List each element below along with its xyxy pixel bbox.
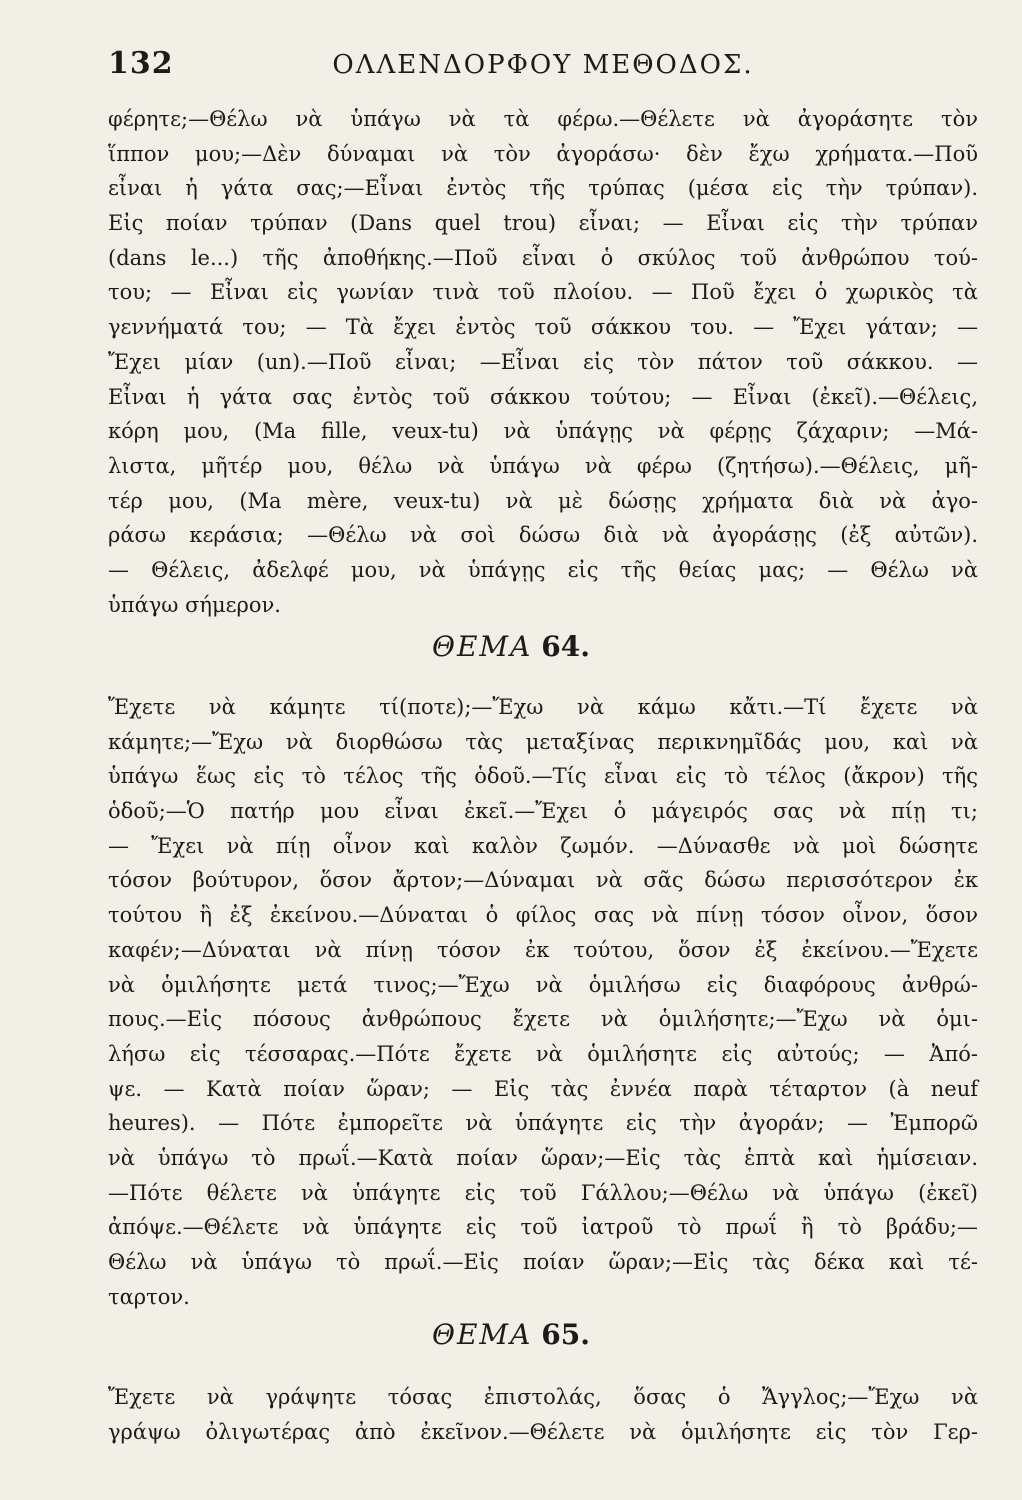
text-line: (dans le...) τῆς ἀποθήκης.—Ποῦ εἶναι ὁ σκύλος τοῦ ἀνθρώπου τού-: [108, 245, 978, 270]
theme-65-heading: [0, 1318, 1022, 1351]
text-line: Ἔχετε νὰ γράψητε τόσας ἐπιστολάς, ὅσας ὁ Ἄγγλος;—Ἔχω νὰ: [108, 1385, 978, 1409]
text-line: ψε. — Κατὰ ποίαν ὥραν; — Εἰς τὰς ἐννέα παρὰ τέταρτον (à neuf: [108, 1076, 978, 1101]
text-line: heures). — Πότε ἐμπορεῖτε νὰ ὑπάγητε εἰς τὴν ἀγοράν; — Ἐμπορῶ: [108, 1111, 978, 1136]
text-line: ὑπάγω σήμερον.: [108, 592, 281, 617]
text-line: ἵππον μου;—Δὲν δύναμαι νὰ τὸν ἀγοράσω· δὲν ἔχω χρήματα.—Ποῦ: [108, 141, 978, 166]
text-line: φέρητε;—Θέλω νὰ ὑπάγω νὰ τὰ φέρω.—Θέλετε νὰ ἀγοράσητε τὸν: [108, 107, 978, 131]
text-line: κόρη μου, (Ma fille, veux-tu) νὰ ὑπάγῃς νὰ φέρῃς ζάχαριν; —Μά-: [108, 419, 978, 444]
theme-number: 65.: [541, 1318, 590, 1351]
text-line: νὰ ὑπάγω τὸ πρωΐ.—Κατὰ ποίαν ὥραν;—Εἰς τὰς ἑπτὰ καὶ ἡμίσειαν.: [108, 1145, 978, 1170]
text-line: πους.—Εἰς πόσους ἀνθρώπους ἔχετε νὰ ὁμιλήσητε;—Ἔχω νὰ ὁμι-: [108, 1007, 978, 1032]
theme-label: ΘΕΜΑ: [432, 630, 533, 663]
text-line: Εἶναι ἡ γάτα σας ἐντὸς τοῦ σάκκου τούτου; — Εἶναι (ἐκεῖ).—Θέλεις,: [108, 384, 978, 409]
text-line: τέρ μου, (Ma mère, veux-tu) νὰ μὲ δώσῃς χρήματα διὰ νὰ ἀγο-: [108, 488, 978, 513]
text-line: ράσω κεράσια; —Θέλω νὰ σοὶ δώσω διὰ νὰ ἀγοράσῃς (ἐξ αὐτῶν).: [108, 523, 978, 548]
text-line: γράψω ὀλιγωτέρας ἀπὸ ἐκεῖνον.—Θέλετε νὰ ὁμιλήσητε εἰς τὸν Γερ-: [108, 1419, 978, 1444]
text-line: τούτου ἢ ἐξ ἐκείνου.—Δύναται ὁ φίλος σας νὰ πίνῃ τόσον οἶνον, ὅσον: [108, 903, 978, 928]
theme-64-heading: [0, 630, 1022, 663]
text-line: λήσω εἰς τέσσαρας.—Πότε ἔχετε νὰ ὁμιλήσητε εἰς αὐτούς; — Ἀπό-: [108, 1041, 978, 1066]
text-line: Ἔχει μίαν (un).—Ποῦ εἶναι; —Εἶναι εἰς τὸν πάτον τοῦ σάκκου. —: [108, 349, 978, 374]
text-line: του; — Εἶναι εἰς γωνίαν τινὰ τοῦ πλοίου. — Ποῦ ἔχει ὁ χωρικὸς τὰ: [108, 280, 978, 305]
text-line: κάμητε;—Ἔχω νὰ διορθώσω τὰς μεταξίνας περικνημῖδάς μου, καὶ νὰ: [108, 729, 978, 754]
continuation-paragraph: [108, 102, 978, 622]
text-line: Εἰς ποίαν τρύπαν (Dans quel trou) εἶναι; — Εἶναι εἰς τὴν τρύπαν: [108, 211, 978, 236]
theme-65-paragraph: [108, 1380, 978, 1449]
theme-number: 64.: [541, 630, 590, 663]
page-header: [108, 46, 978, 96]
text-line: ταρτον.: [108, 1284, 190, 1309]
text-line: ὑπάγω ἕως εἰς τὸ τέλος τῆς ὁδοῦ.—Τίς εἶναι εἰς τὸ τέλος (ἄκρον) τῆς: [108, 764, 978, 789]
text-line: —Πότε θέλετε νὰ ὑπάγητε εἰς τοῦ Γάλλου;—Θέλω νὰ ὑπάγω (ἐκεῖ): [108, 1180, 978, 1205]
text-line: ὁδοῦ;—Ὁ πατήρ μου εἶναι ἐκεῖ.—Ἔχει ὁ μάγειρός σας νὰ πίῃ τι;: [108, 799, 978, 824]
text-line: λιστα, μῆτέρ μου, θέλω νὰ ὑπάγω νὰ φέρω (ζητήσω).—Θέλεις, μῆ-: [108, 453, 978, 478]
text-line: καφέν;—Δύναται νὰ πίνῃ τόσον ἐκ τούτου, ὅσον ἐξ ἐκείνου.—Ἔχετε: [108, 937, 978, 962]
text-line: Θέλω νὰ ὑπάγω τὸ πρωΐ.—Εἰς ποίαν ὥραν;—Εἰς τὰς δέκα καὶ τέ-: [108, 1250, 978, 1274]
theme-label: ΘΕΜΑ: [432, 1318, 533, 1351]
page-number: 132: [108, 46, 174, 81]
text-line: — Ἔχει νὰ πίῃ οἶνον καὶ καλὸν ζωμόν. —Δύνασθε νὰ μοὶ δώσητε: [108, 833, 978, 858]
text-line: Ἔχετε νὰ κάμητε τί(ποτε);—Ἔχω νὰ κάμω κἄτι.—Τί ἔχετε νὰ: [108, 695, 978, 719]
running-title: ΟΛΛΕΝΔΟΡΦΟΥ ΜΕΘΟΔΟΣ.: [332, 50, 754, 80]
text-line: τόσον βούτυρον, ὅσον ἄρτον;—Δύναμαι νὰ σᾶς δώσω περισσότερον ἐκ: [108, 868, 978, 893]
text-line: νὰ ὁμιλήσητε μετά τινος;—Ἔχω νὰ ὁμιλήσω εἰς διαφόρους ἀνθρώ-: [108, 972, 978, 997]
theme-64-paragraph: [108, 690, 978, 1314]
text-line: εἶναι ἡ γάτα σας;—Εἶναι ἐντὸς τῆς τρύπας (μέσα εἰς τὴν τρύπαν).: [108, 176, 978, 201]
text-line: ἀπόψε.—Θέλετε νὰ ὑπάγητε εἰς τοῦ ἰατροῦ τὸ πρωΐ ἢ τὸ βράδυ;—: [108, 1215, 978, 1240]
text-line: γεννήματά του; — Τὰ ἔχει ἐντὸς τοῦ σάκκου του. — Ἔχει γάταν; —: [108, 315, 978, 340]
text-line: — Θέλεις, ἀδελφέ μου, νὰ ὑπάγῃς εἰς τῆς θείας μας; — Θέλω νὰ: [108, 557, 978, 582]
